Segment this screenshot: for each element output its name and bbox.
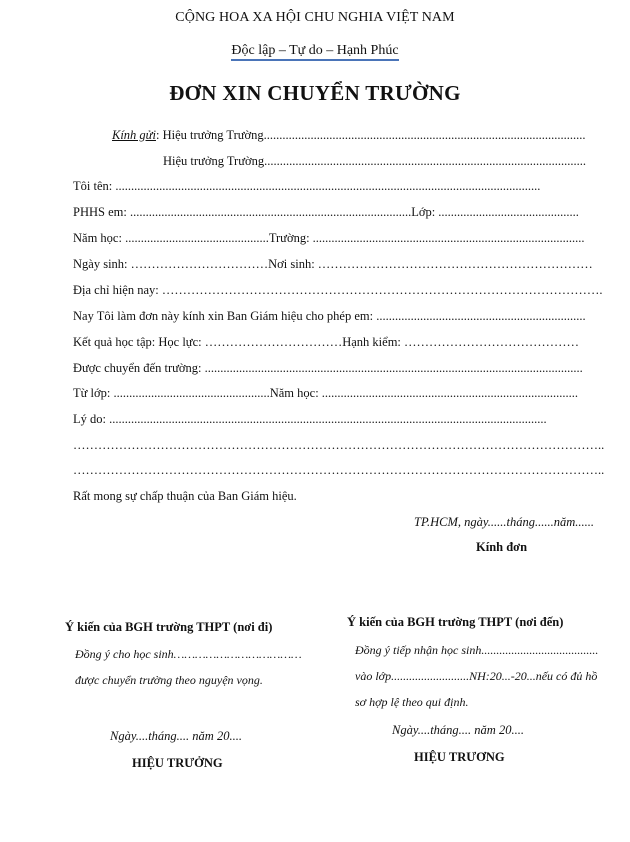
left-block-heading: Ý kiến của BGH trường THPT (nơi đi) — [65, 620, 273, 634]
dotted-line-2: ……………………………………………………………………………………………………………….. — [73, 463, 605, 477]
field-ly-do: Lý do: ............................................................................................................................................ — [73, 412, 547, 426]
right-block-heading: Ý kiến của BGH trường THPT (nơi đến) — [347, 615, 564, 629]
kinh-don: Kính đơn — [476, 540, 528, 554]
field-duoc-chuyen: Được chuyển đến trường: ......................................................................................................................... — [73, 361, 583, 375]
motto-text: Độc lập – Tự do – Hạnh Phúc — [231, 43, 398, 61]
right-block-line-2: vào lớp..........................NH:20...-20...nếu có đủ hồ — [355, 669, 598, 683]
kinh-gui-recipient-2: Hiệu trưởng Trường....................................................................................................... — [163, 154, 586, 168]
left-block-date: Ngày....tháng.... năm 20.... — [110, 729, 242, 743]
left-block-line-2: được chuyển trường theo nguyện vọng. — [75, 673, 263, 687]
national-header: CỘNG HOA XA HỘI CHU NGHIA VIỆT NAM — [175, 10, 455, 25]
field-ngay-sinh-noi-sinh: Ngày sinh: ……………………………Nơi sinh: ………………………………………………………… — [73, 257, 593, 271]
field-nam-hoc-truong: Năm học: ..............................................Trường: ....................................................................................... — [73, 231, 585, 245]
closing-text: Rất mong sự chấp thuận của Ban Giám hiệu. — [73, 489, 297, 503]
field-tu-lop-nam-hoc: Từ lớp: ..................................................Năm học: .................................................................................. — [73, 386, 579, 400]
left-block-line-1: Đồng ý cho học sinh……………………………… — [75, 647, 302, 661]
document-title: ĐƠN XIN CHUYỂN TRƯỜNG — [169, 81, 461, 105]
field-dia-chi: Địa chỉ hiện nay: ……………………………………………………………………………………………. — [73, 283, 603, 297]
kinh-gui-recipient-1: : Hiệu trưởng Trường....................................................................................................... — [155, 128, 586, 142]
left-block-signer: HIỆU TRƯỞNG — [132, 756, 223, 770]
right-block-line-3: sơ hợp lệ theo qui định. — [355, 695, 469, 709]
field-nay-toi: Nay Tôi làm đơn này kính xin Ban Giám hiệu cho phép em: ................................................................... — [73, 309, 586, 323]
field-phhs-lop: PHHS em: ..........................................................................................Lớp: ............................................. — [73, 205, 579, 219]
kinh-gui-line-1 — [112, 128, 586, 143]
right-block-line-1: Đồng ý tiếp nhận học sinh....................................... — [355, 643, 599, 657]
right-block-date: Ngày....tháng.... năm 20.... — [392, 723, 524, 737]
right-block-signer: HIỆU TRƯƠNG — [414, 750, 505, 764]
motto — [0, 43, 630, 59]
field-ket-qua: Kết quả học tập: Học lực: ……………………………Hạnh kiểm: …………………………………… — [73, 335, 580, 349]
field-toi-ten: Tôi tên: ........................................................................................................................................ — [73, 179, 541, 193]
kinh-gui-label: Kính gửi — [112, 128, 156, 142]
date-place: TP.HCM, ngày......tháng......năm...... — [414, 515, 594, 529]
dotted-line-1: ……………………………………………………………………………………………………………….. — [73, 438, 605, 452]
